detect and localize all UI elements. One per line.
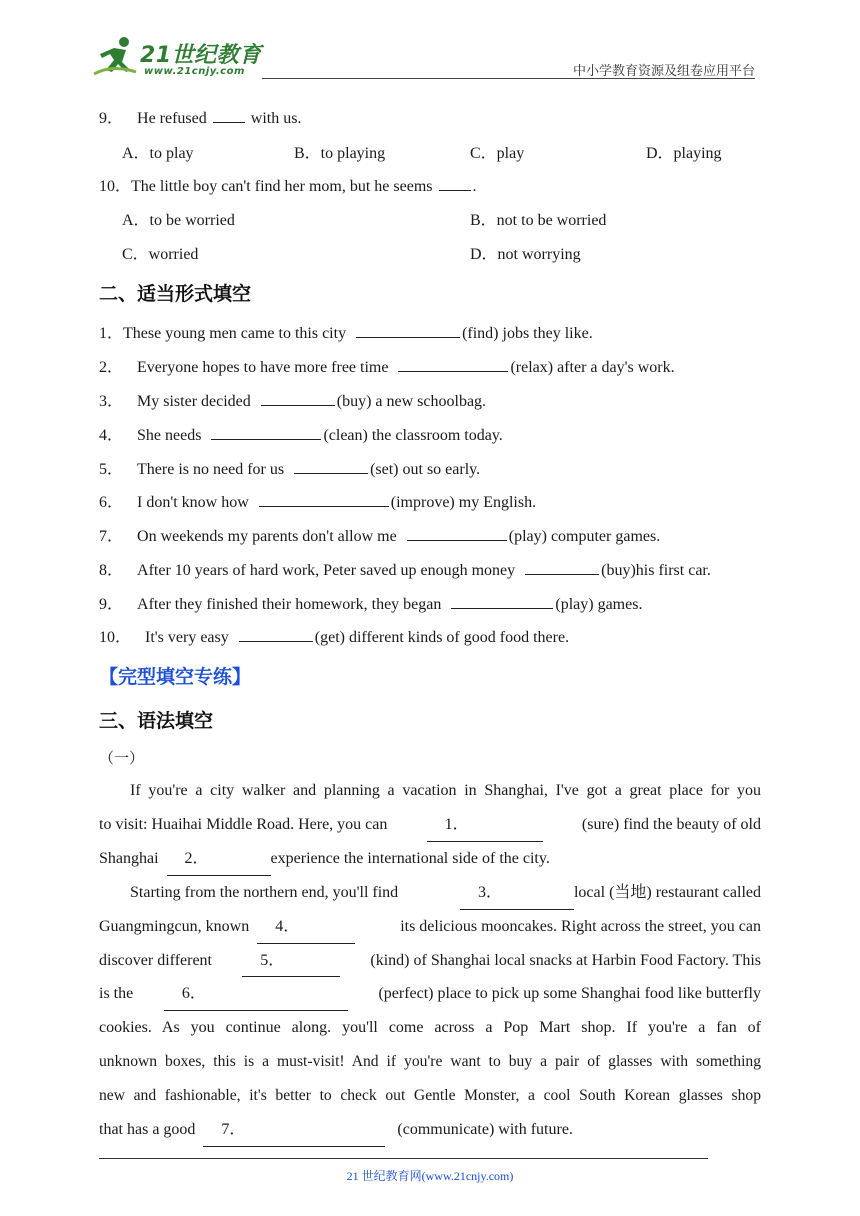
- item-text-post: (play) computer games.: [508, 528, 661, 545]
- answer-blank[interactable]: [239, 625, 313, 642]
- passage-line: [99, 842, 761, 876]
- passage-text: (perfect) place to pick up some Shanghai food like butterfly: [378, 985, 761, 1003]
- passage-line: unknown boxes, this is a must-visit! And if you're want to buy a pair of glasses with something: [99, 1052, 761, 1070]
- answer-blank[interactable]: [525, 558, 599, 575]
- passage-text: (kind) of Shanghai local snacks at Harbin Food Factory. This: [370, 951, 761, 969]
- passage-text: that has a good: [99, 1120, 196, 1138]
- item-text-post: (relax) after a day's work.: [510, 359, 675, 376]
- answer-blank[interactable]: [356, 321, 460, 338]
- answer-blank[interactable]: [451, 592, 553, 609]
- passage-line: [99, 876, 761, 910]
- passage-line: [99, 808, 761, 842]
- sub-passage-label: （一）: [99, 749, 145, 767]
- fill-item: [99, 422, 503, 445]
- question-9: [99, 105, 301, 128]
- option-c[interactable]: C．worried: [122, 246, 199, 263]
- fill-item: [99, 456, 480, 479]
- passage-text: (communicate) with future.: [397, 1120, 573, 1138]
- passage-text: to visit: Huaihai Middle Road. Here, you can: [99, 815, 388, 833]
- answer-blank[interactable]: 4．: [257, 910, 355, 944]
- passage-line: [99, 977, 761, 1011]
- site-logo: [92, 34, 262, 80]
- fill-item: [99, 624, 569, 647]
- item-text-post: (play) games.: [555, 596, 643, 613]
- footer-site-link[interactable]: 21 世纪教育网(www.21cnjy.com): [346, 1169, 514, 1183]
- passage-line: [99, 910, 761, 944]
- question-text: He refused: [137, 110, 207, 127]
- question-number: 10．: [99, 178, 132, 195]
- item-text-post: (set) out so early.: [370, 461, 481, 478]
- answer-blank[interactable]: 5．: [242, 944, 340, 978]
- item-text: On weekends my parents don't allow me: [137, 528, 397, 545]
- item-number: 2．: [99, 359, 124, 376]
- question-text-post: .: [472, 178, 477, 195]
- answer-blank[interactable]: [211, 423, 321, 440]
- item-number: 1．: [99, 325, 124, 342]
- fill-item: [99, 489, 536, 512]
- passage-line: If you're a city walker and planning a vacation in Shanghai, I've got a great place for you: [130, 782, 761, 799]
- passage-text: Shanghai: [99, 849, 159, 867]
- answer-blank[interactable]: 7．: [203, 1113, 385, 1148]
- passage-text: (sure) find the beauty of old: [581, 815, 761, 833]
- passage-line: cookies. As you continue along. you'll come across a Pop Mart shop. If you're a fan of: [99, 1019, 761, 1037]
- answer-blank[interactable]: [259, 490, 389, 507]
- passage-text: is the: [99, 985, 134, 1003]
- section-title: 三、语法填空: [99, 710, 214, 732]
- runner-logo-icon: [92, 34, 140, 78]
- item-number: 5．: [99, 461, 124, 478]
- passage-text: local (当地) restaurant called: [573, 884, 761, 901]
- item-text-post: (get) different kinds of good food there.: [314, 629, 570, 646]
- item-text: After they finished their homework, they began: [137, 596, 442, 613]
- item-text: There is no need for us: [137, 461, 285, 478]
- item-text-post: (buy) a new schoolbag.: [336, 393, 487, 410]
- passage-line: [99, 944, 761, 978]
- question-text: The little boy can't find her mom, but he seems: [131, 178, 433, 195]
- logo-url: www.21cnjy.com: [144, 66, 245, 77]
- fill-item: [99, 320, 593, 343]
- question-number: 9．: [99, 110, 124, 127]
- passage-paragraph-1: [99, 774, 761, 875]
- item-text: My sister decided: [137, 393, 251, 410]
- fill-item: [99, 557, 711, 580]
- item-number: 10．: [99, 629, 132, 646]
- passage-text: its delicious mooncakes. Right across the street, you can: [400, 917, 761, 935]
- fill-item: [99, 523, 660, 546]
- option-a[interactable]: A．to play: [122, 145, 194, 162]
- option-d[interactable]: D．playing: [646, 145, 722, 162]
- fill-item: [99, 591, 642, 614]
- answer-blank[interactable]: [261, 389, 335, 406]
- fill-item: [99, 388, 486, 411]
- cloze-practice-heading: 【完型填空专练】: [99, 666, 252, 688]
- question-10: [99, 173, 477, 196]
- fill-item: [99, 354, 675, 377]
- option-d[interactable]: D．not worrying: [470, 246, 581, 263]
- item-text-post: (clean) the classroom today.: [323, 427, 503, 444]
- option-c[interactable]: C．play: [470, 145, 525, 162]
- passage-line: [99, 1113, 761, 1147]
- item-text: She needs: [137, 427, 202, 444]
- item-number: 3．: [99, 393, 124, 410]
- item-number: 8．: [99, 562, 124, 579]
- logo-text: 21世纪教育: [140, 43, 262, 68]
- item-number: 6．: [99, 494, 124, 511]
- item-number: 4．: [99, 427, 124, 444]
- item-text: After 10 years of hard work, Peter saved up enough money: [137, 562, 516, 579]
- option-a[interactable]: A．to be worried: [122, 212, 235, 229]
- item-text-post: (buy)his first car.: [601, 562, 711, 579]
- question-text-post: with us.: [250, 110, 302, 127]
- answer-blank[interactable]: [294, 457, 368, 474]
- item-text: These young men came to this city: [123, 325, 347, 342]
- item-number: 9．: [99, 596, 124, 613]
- option-b[interactable]: B．to playing: [294, 145, 386, 162]
- passage-text: Guangmingcun, known: [99, 917, 250, 935]
- item-text: I don't know how: [137, 494, 249, 511]
- answer-blank[interactable]: 6．: [164, 977, 348, 1011]
- answer-blank[interactable]: 2．: [167, 842, 271, 877]
- answer-blank[interactable]: 1．: [427, 808, 543, 842]
- item-number: 7．: [99, 528, 124, 545]
- answer-blank[interactable]: [439, 174, 471, 191]
- answer-blank[interactable]: [407, 524, 507, 541]
- section-title: 二、适当形式填空: [99, 283, 252, 305]
- passage-paragraph-2: [99, 876, 761, 1146]
- footer-divider: [99, 1158, 708, 1159]
- answer-blank[interactable]: [398, 355, 508, 372]
- option-b[interactable]: B．not to be worried: [470, 212, 607, 229]
- item-text-post: (improve) my English.: [390, 494, 537, 511]
- passage-text: Starting from the northern end, you'll find: [130, 884, 399, 901]
- answer-blank[interactable]: [213, 106, 245, 123]
- item-text-post: (find) jobs they like.: [462, 325, 593, 342]
- header-platform-name: 中小学教育资源及组卷应用平台: [572, 64, 755, 79]
- header-divider: [262, 78, 755, 79]
- passage-text: discover different: [99, 951, 212, 969]
- passage-text: experience the international side of the city.: [270, 849, 550, 867]
- item-text: It's very easy: [145, 629, 229, 646]
- item-text: Everyone hopes to have more free time: [137, 359, 389, 376]
- passage-line: new and fashionable, it's better to check out Gentle Monster, a cool South Korean glasses shop: [99, 1086, 761, 1104]
- answer-blank[interactable]: 3．: [460, 876, 574, 910]
